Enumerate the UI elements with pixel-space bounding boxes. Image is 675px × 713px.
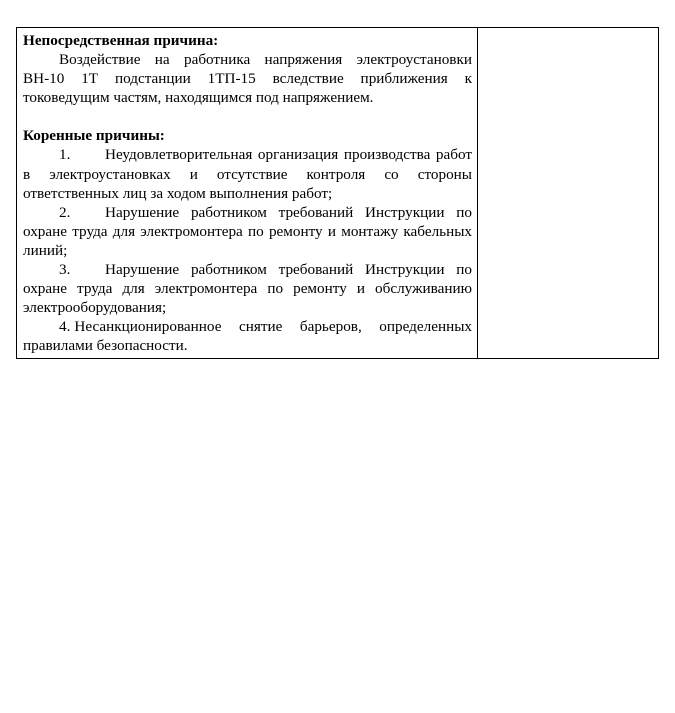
causes-cell bbox=[17, 28, 478, 359]
root-cause-text: Несанкционированное снятие барьеров, определенных правилами безопасности. bbox=[23, 318, 472, 355]
root-causes-heading: Коренные причины: bbox=[23, 127, 165, 145]
immediate-cause-text: Воздействие на работника напряжения электроустановки ВН-10 1Т подстанции 1ТП-15 вследствие приближения к токоведущим частям, находящимся под напряжением. bbox=[23, 51, 472, 107]
root-cause-number: 2. bbox=[59, 203, 71, 221]
causes-content bbox=[17, 28, 477, 356]
root-cause-text: Нарушение работником требований Инструкции по охране труда для электромонтера по ремонту и монтажу кабельных линий; bbox=[23, 203, 472, 259]
root-cause-number: 4. bbox=[59, 318, 71, 336]
section-spacer bbox=[23, 107, 472, 126]
root-cause-item-3 bbox=[23, 260, 472, 317]
causes-table bbox=[16, 27, 659, 359]
table-row bbox=[17, 28, 659, 359]
root-cause-item-2 bbox=[23, 203, 472, 260]
root-cause-item-4 bbox=[23, 317, 472, 355]
root-cause-number: 3. bbox=[59, 261, 71, 279]
side-cell bbox=[478, 28, 659, 359]
root-cause-text: Нарушение работником требований Инструкции по охране труда для электромонтера по ремонту и обслуживанию электрооборудования; bbox=[23, 261, 472, 317]
root-cause-number: 1. bbox=[59, 146, 71, 164]
root-cause-item-1 bbox=[23, 145, 472, 202]
root-cause-text: Неудовлетворительная организация производства работ в электроустановках и отсутствие контроля со стороны ответственных лиц за ходом выполнения работ; bbox=[23, 146, 472, 202]
immediate-cause-heading: Непосредственная причина: bbox=[23, 32, 219, 49]
